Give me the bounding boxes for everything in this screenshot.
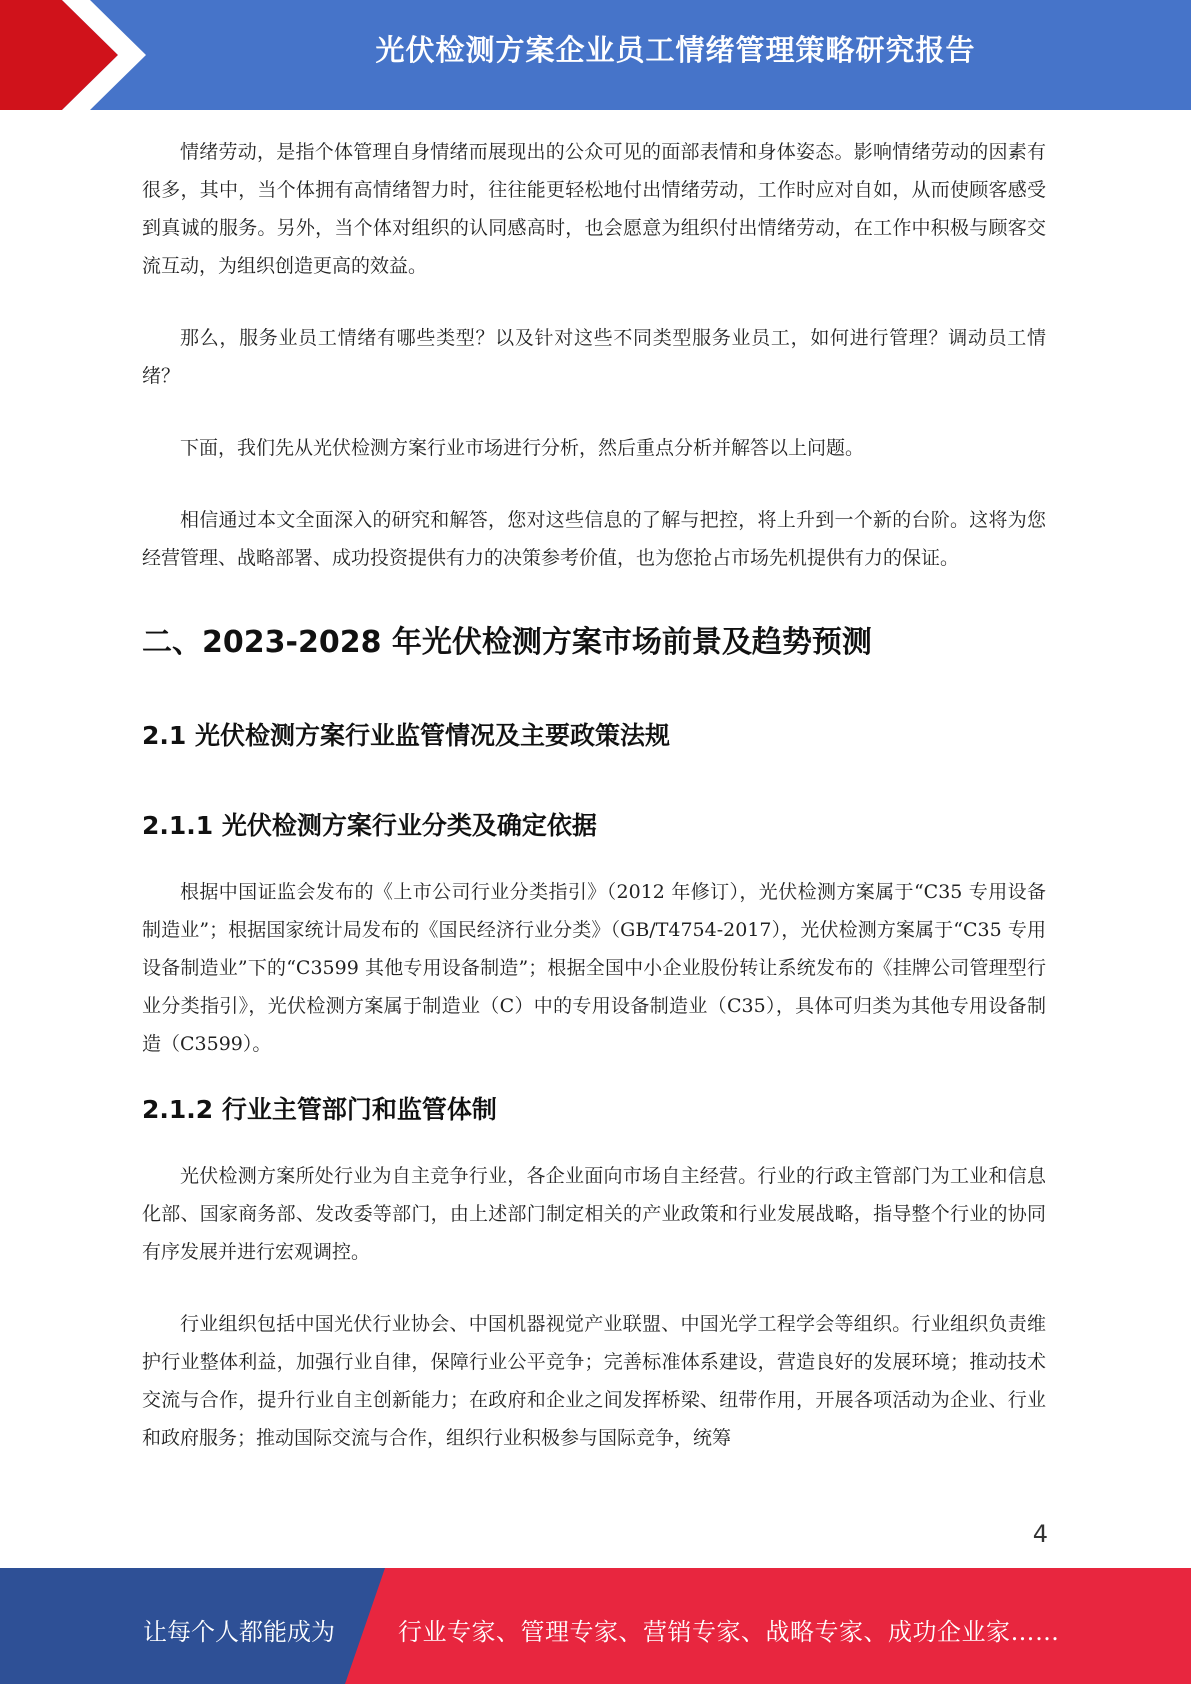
paragraph-value: 相信通过本文全面深入的研究和解答，您对这些信息的了解与把控，将上升到一个新的台阶。这将为您经营管理、战略部署、成功投资提供有力的决策参考价值，也为您抢占市场先机提供有力的保证。 [142,509,1046,569]
paragraph-emotional-labor: 情绪劳动，是指个体管理自身情绪而展现出的公众可见的面部表情和身体姿态。影响情绪劳动的因素有很多，其中，当个体拥有高情绪智力时，往往能更轻松地付出情绪劳动，工作时应对自如，从而使顾客感受到真诚的服务。另外，当个体对组织的认同感高时，也会愿意为组织付出情绪劳动，在工作中积极与顾客交流互动，为组织创造更高的效益。 [142,141,1046,277]
paragraph-questions: 那么，服务业员工情绪有哪些类型？以及针对这些不同类型服务业员工，如何进行管理？调动员工情绪？ [142,327,1046,387]
document-body [142,133,1046,1457]
paragraph-classification: 根据中国证监会发布的《上市公司行业分类指引》（2012 年修订），光伏检测方案属于“C35 专用设备制造业”；根据国家统计局发布的《国民经济行业分类》（GB/T4754-2017），光伏检测方案属于“C35 专用设备制造业”下的“C3599 其他专用设备制造”；根据全国中小企业股份转让系统发布的《挂牌公司管理型行业分类指引》，光伏检测方案属于制造业（C）中的专用设备制造业（C35），具体可归类为其他专用设备制造（C3599）。 [142,881,1046,1055]
header-arrow-decoration [0,0,160,110]
page-footer [0,1568,1191,1684]
paragraph-analysis-intro: 下面，我们先从光伏检测方案行业市场进行分析，然后重点分析并解答以上问题。 [180,437,865,459]
page-header [0,0,1191,110]
footer-slogan-right: 行业专家、管理专家、营销专家、战略专家、成功企业家…… [398,1618,1060,1646]
section-2-1-1-heading: 2.1.1 光伏检测方案行业分类及确定依据 [142,811,597,840]
section-2-heading: 二、2023-2028 年光伏检测方案市场前景及趋势预测 [142,625,872,660]
footer-slogan-left: 让每个人都能成为 [143,1618,335,1646]
section-2-1-heading: 2.1 光伏检测方案行业监管情况及主要政策法规 [142,721,670,750]
page-number: 4 [1032,1520,1048,1548]
paragraph-industry-organizations: 行业组织包括中国光伏行业协会、中国机器视觉产业联盟、中国光学工程学会等组织。行业组织负责维护行业整体利益，加强行业自律，保障行业公平竞争；完善标准体系建设，营造良好的发展环境；推动技术交流与合作，提升行业自主创新能力；在政府和企业之间发挥桥梁、纽带作用，开展各项活动为企业、行业和政府服务；推动国际交流与合作，组织行业积极参与国际竞争，统筹 [142,1313,1046,1449]
paragraph-regulators: 光伏检测方案所处行业为自主竞争行业，各企业面向市场自主经营。行业的行政主管部门为工业和信息化部、国家商务部、发改委等部门，由上述部门制定相关的产业政策和行业发展战略，指导整个行业的协同有序发展并进行宏观调控。 [142,1165,1046,1263]
section-2-1-2-heading: 2.1.2 行业主管部门和监管体制 [142,1095,497,1124]
header-title: 光伏检测方案企业员工情绪管理策略研究报告 [375,33,976,67]
